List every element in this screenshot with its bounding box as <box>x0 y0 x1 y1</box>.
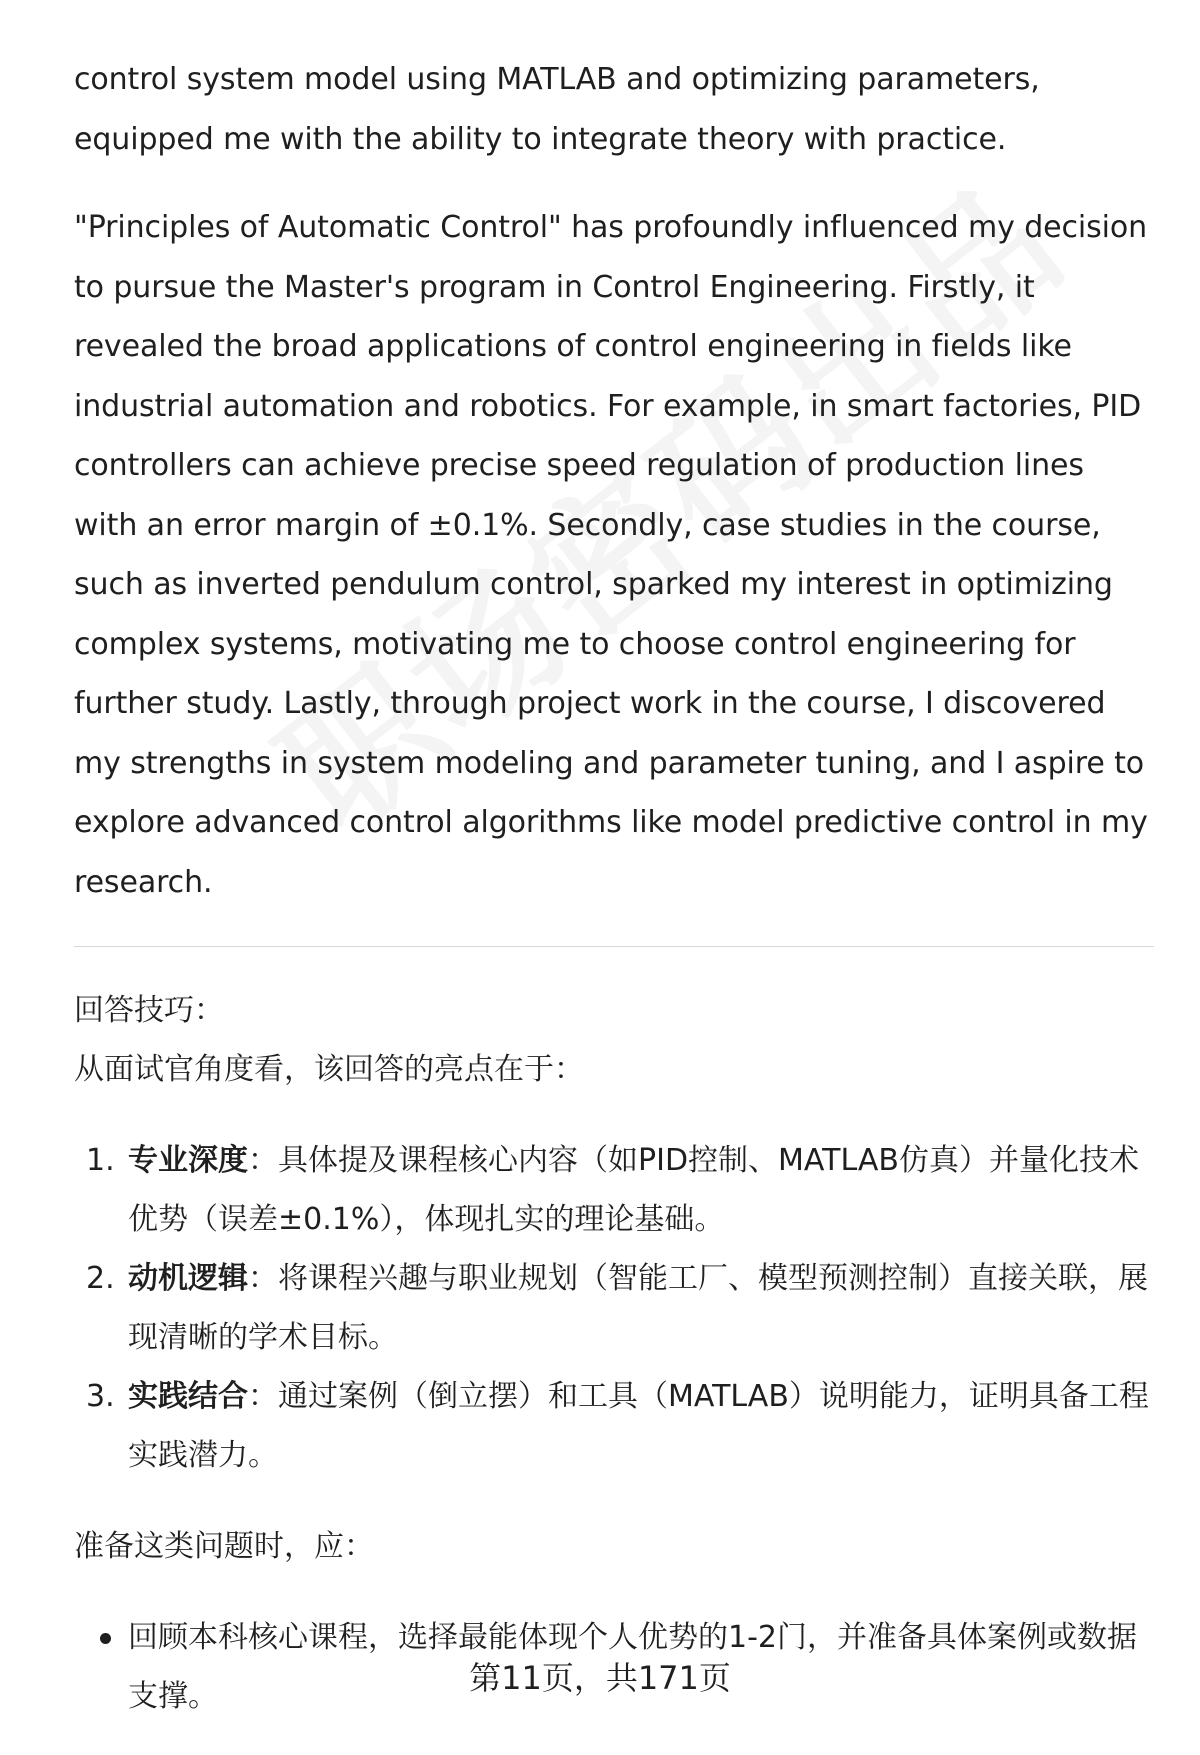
tips-list-item <box>74 1367 1154 1485</box>
tips-intro: 从面试官角度看，该回答的亮点在于： <box>74 1052 584 1087</box>
paragraph-course-influence: "Principles of Automatic Control" has profoundly influenced my decision to pursue the Master's program in Control Engineering. Firstly, it revealed the broad applications of control engineering in fields like industrial automation and robotics. For example, in smart factories, PID controllers can achieve precise speed regulation of production lines with an error margin of ±0.1%. Secondly, case studies in the course, such as inverted pendulum control, sparked my interest in optimizing complex systems, motivating me to choose control engineering for further study. Lastly, through project work in the course, I discovered my strengths in system modeling and parameter tuning, and I aspire to explore advanced control algorithms like model predictive control in my research. <box>74 210 1148 900</box>
bullet-icon <box>100 1633 111 1644</box>
page-number: 第11页，共171页 <box>469 1659 731 1697</box>
tip-text: ：通过案例（倒立摆）和工具（MATLAB）说明能力，证明具备工程实践潜力。 <box>128 1379 1149 1473</box>
list-number: 3. <box>86 1379 115 1414</box>
document-content <box>74 50 1154 1726</box>
paragraph-continuation: control system model using MATLAB and optimizing parameters, equipped me with the ability to integrate theory with practice. <box>74 62 1040 157</box>
preparation-heading: 准备这类问题时，应： <box>74 1529 374 1564</box>
list-number: 2. <box>86 1261 115 1296</box>
tips-list-item <box>74 1249 1154 1367</box>
list-number: 1. <box>86 1143 115 1178</box>
tip-title: 动机逻辑 <box>128 1261 248 1296</box>
tip-text: ：将课程兴趣与职业规划（智能工厂、模型预测控制）直接关联，展现清晰的学术目标。 <box>128 1261 1148 1355</box>
tips-list <box>74 1131 1154 1485</box>
tip-title: 专业深度 <box>128 1143 248 1178</box>
tip-title: 实践结合 <box>128 1379 248 1414</box>
tip-text: ：具体提及课程核心内容（如PID控制、MATLAB仿真）并量化技术优势（误差±0.1%），体现扎实的理论基础。 <box>128 1143 1139 1237</box>
preparation-text: 回顾本科核心课程，选择最能体现个人优势的1-2门，并准备具体案例或数据支撑。 <box>128 1620 1137 1714</box>
tips-list-item <box>74 1131 1154 1249</box>
tips-heading: 回答技巧： <box>74 993 224 1028</box>
section-divider <box>74 946 1154 947</box>
